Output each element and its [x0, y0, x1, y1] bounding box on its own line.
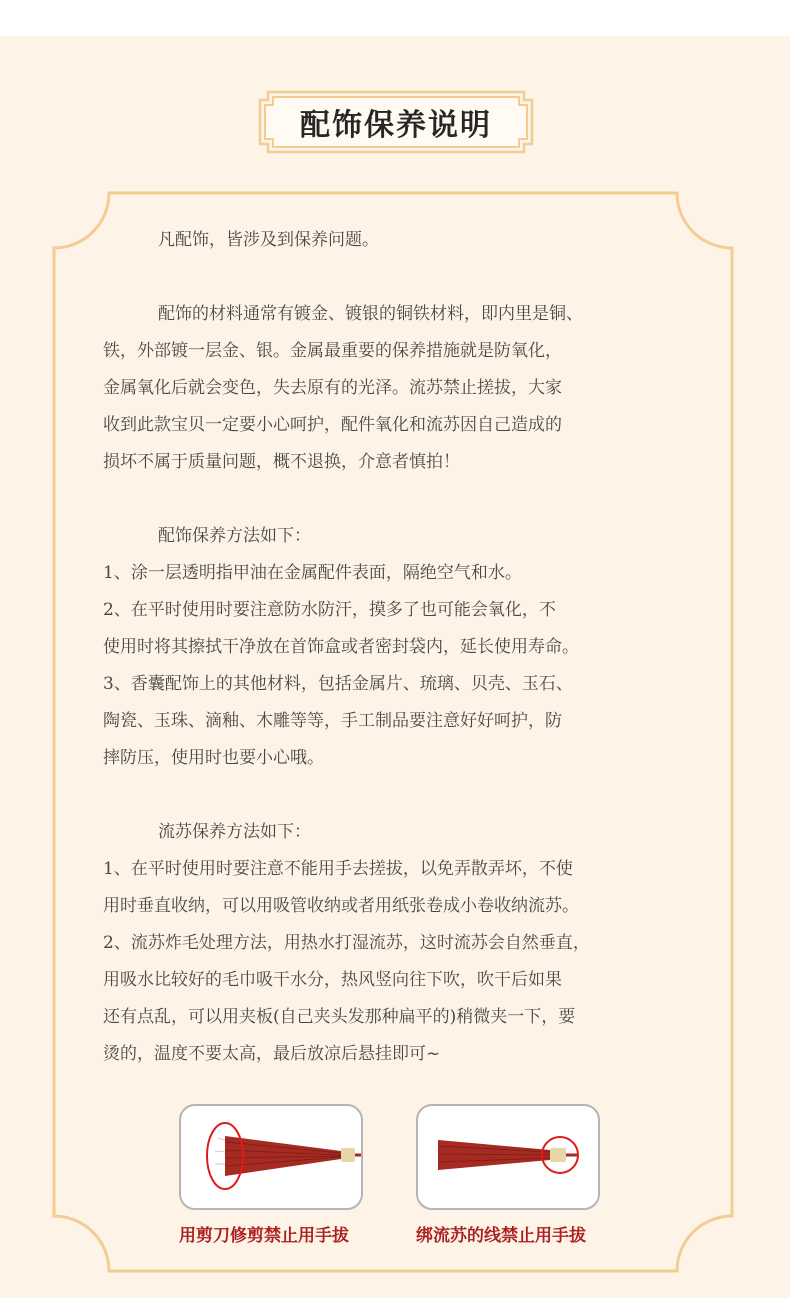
text-line: 烫的，温度不要太高，最后放凉后悬挂即可~ [103, 1044, 441, 1064]
text-line: 流苏保养方法如下： [158, 822, 311, 842]
text-line: 配饰保养方法如下： [158, 526, 311, 546]
caption-left: 用剪刀修剪禁止用手拔 [179, 1226, 349, 1246]
tassel-thread-image [416, 1104, 600, 1210]
text-line: 凡配饰，皆涉及到保养问题。 [158, 230, 379, 250]
text-line: 用吸水比较好的毛巾吸干水分，热风竖向往下吹，吹干后如果 [103, 970, 562, 990]
text-line: 铁，外部镀一层金、银。金属最重要的保养措施就是防氧化， [103, 341, 562, 361]
text-line: 摔防压，使用时也要小心哦。 [103, 748, 324, 768]
care-instructions-page [0, 36, 790, 1298]
tassel-illustration [181, 1106, 361, 1208]
text-line: 还有点乱，可以用夹板(自己夹头发那种扁平的)稍微夹一下，要 [103, 1007, 576, 1027]
tassel-illustration [418, 1106, 598, 1208]
caption-right: 绑流苏的线禁止用手拔 [416, 1226, 586, 1246]
text-line: 用时垂直收纳，可以用吸管收纳或者用纸张卷成小卷收纳流苏。 [103, 896, 579, 916]
text-line: 金属氧化后就会变色，失去原有的光泽。流苏禁止搓拔，大家 [103, 378, 562, 398]
page-title: 配饰保养说明 [300, 108, 492, 143]
text-line: 陶瓷、玉珠、滴釉、木雕等等，手工制品要注意好好呵护，防 [103, 711, 562, 731]
tassel-trim-image [179, 1104, 363, 1210]
text-line: 3、香囊配饰上的其他材料，包括金属片、琉璃、贝壳、玉石、 [103, 674, 573, 694]
title-box [260, 92, 532, 152]
text-line: 1、涂一层透明指甲油在金属配件表面，隔绝空气和水。 [103, 563, 522, 583]
text-line: 损坏不属于质量问题，概不退换，介意者慎拍！ [103, 452, 460, 472]
text-line: 2、在平时使用时要注意防水防汗，摸多了也可能会氧化，不 [103, 600, 556, 620]
paragraph-gap [103, 777, 703, 814]
text-line: 使用时将其擦拭干净放在首饰盒或者密封袋内，延长使用寿命。 [103, 637, 579, 657]
text-line: 配饰的材料通常有镀金、镀银的铜铁材料，即内里是铜、 [158, 304, 583, 324]
paragraph-gap [103, 481, 703, 518]
text-line: 收到此款宝贝一定要小心呵护，配件氧化和流苏因自己造成的 [103, 415, 562, 435]
instructions-text [103, 222, 703, 1073]
paragraph-gap [103, 259, 703, 296]
text-line: 2、流苏炸毛处理方法，用热水打湿流苏，这时流苏会自然垂直， [103, 933, 590, 953]
text-line: 1、在平时使用时要注意不能用手去搓拔，以免弄散弄坏，不使 [103, 859, 573, 879]
